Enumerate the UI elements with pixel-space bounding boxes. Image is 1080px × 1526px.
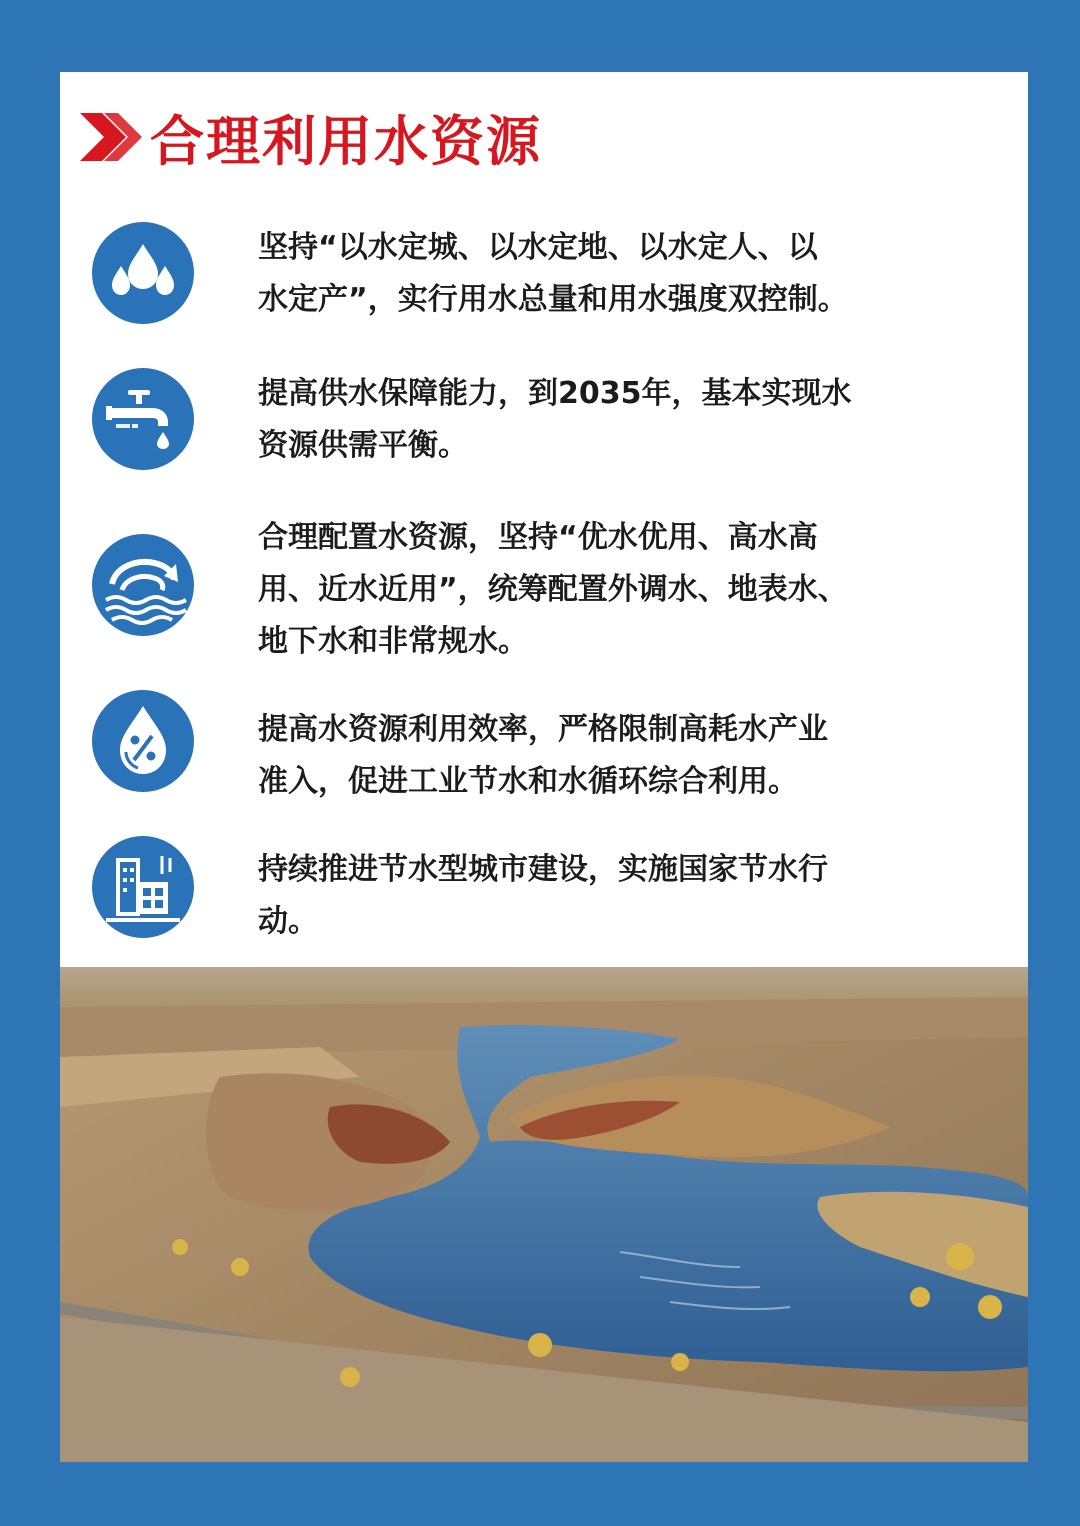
item-text: 持续推进节水型城市建设，实施国家节水行 动。 — [258, 852, 828, 939]
section-header — [78, 100, 542, 174]
page-title: 合理利用水资源 — [150, 109, 542, 173]
poster-card — [60, 72, 1028, 1462]
double-chevron-right-icon — [78, 107, 144, 167]
item-text: 合理配置水资源，坚持“优水优用、高水高 用、近水近用”，统筹配置外调水、地表水、 地下水和非常规水。 — [258, 520, 848, 659]
item-text: 提高水资源利用效率，严格限制高耗水产业 准入，促进工业节水和水循环综合利用。 — [258, 712, 828, 799]
city-building-icon — [92, 836, 194, 938]
water-drop-percent-icon — [92, 690, 194, 792]
water-cycle-icon — [92, 534, 194, 636]
item-text: 提高供水保障能力，到2035年，基本实现水 资源供需平衡。 — [258, 376, 852, 463]
reservoir-landscape-image — [60, 967, 1028, 1462]
water-faucet-icon — [92, 368, 194, 470]
water-drops-icon — [92, 222, 194, 324]
item-text: 坚持“以水定城、以水定地、以水定人、以 水定产”，实行用水总量和用水强度双控制。 — [258, 230, 848, 317]
